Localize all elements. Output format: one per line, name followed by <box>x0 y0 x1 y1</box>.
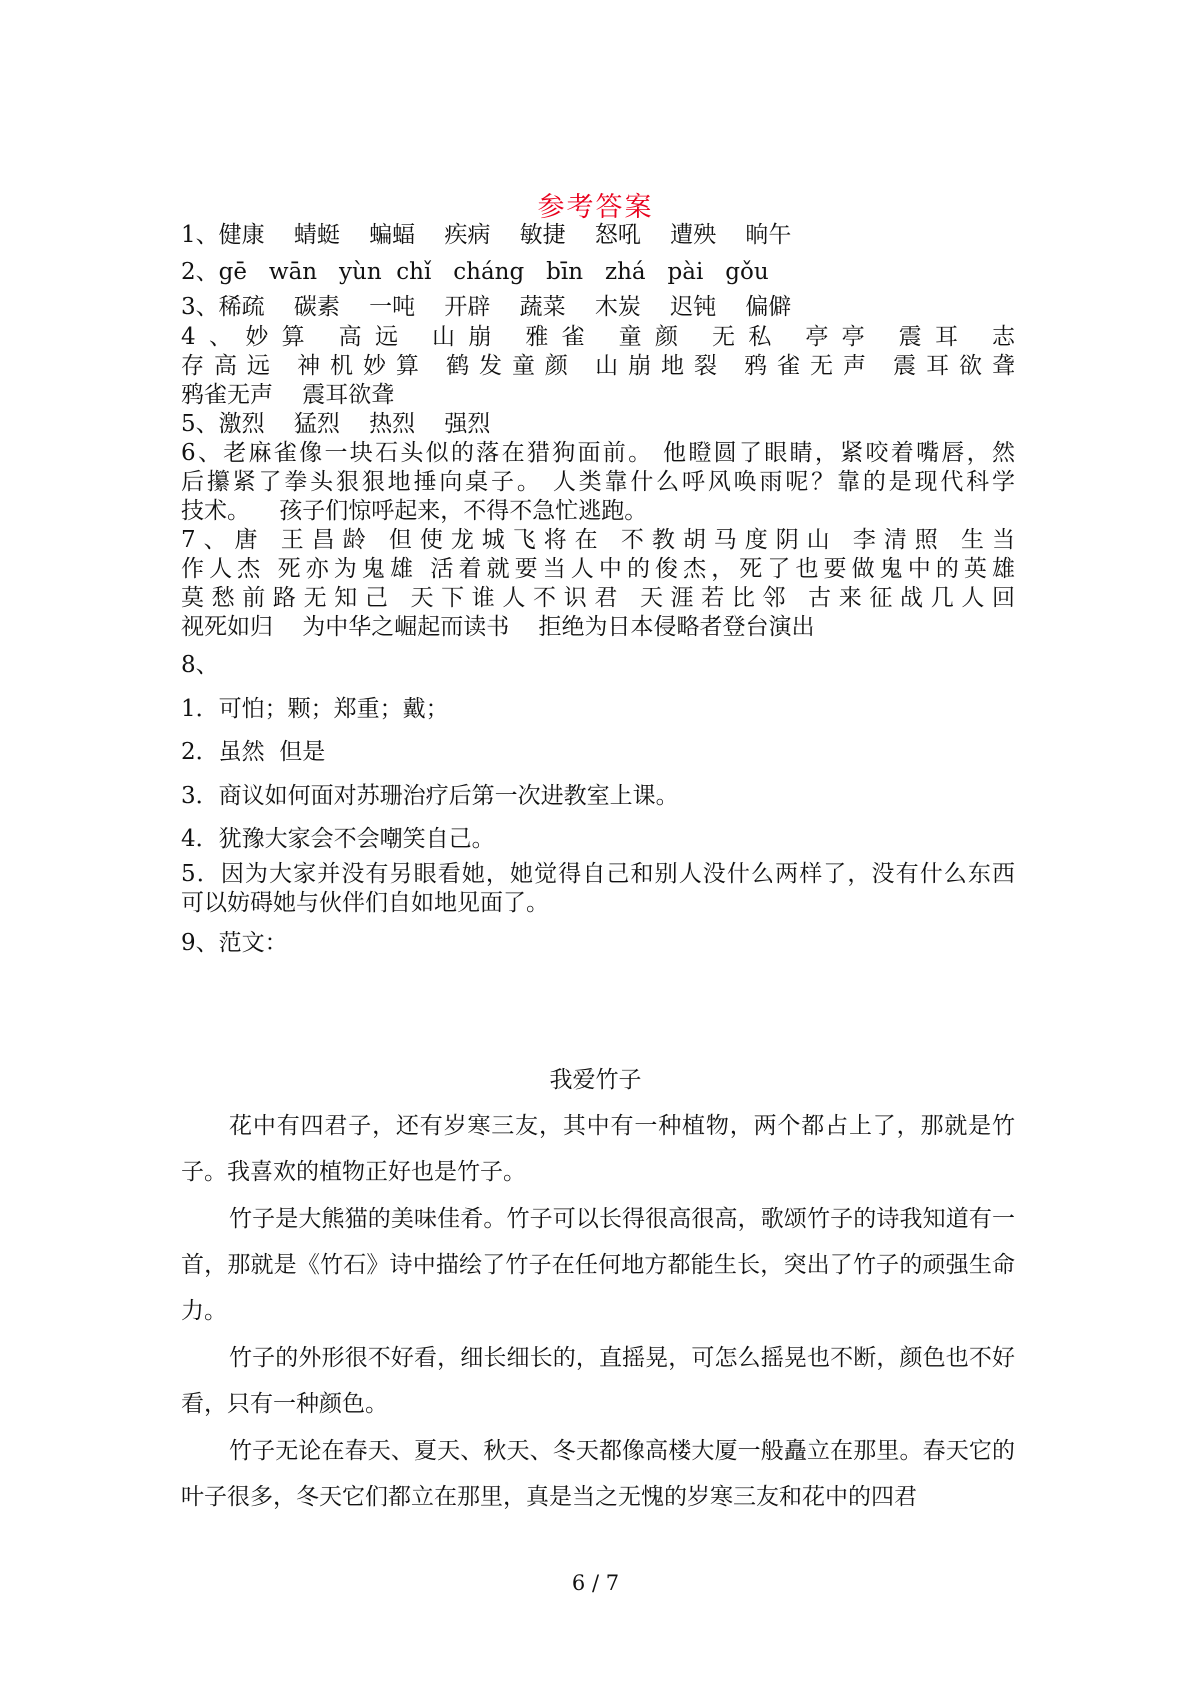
essay-paragraph-3-text: 竹子的外形很不好看，细长细长的，直摇晃，可怎么摇晃也不断，颜色也不好看，只有一种颜色。 <box>181 1345 1015 1417</box>
page-title: 参考答案 <box>537 192 654 223</box>
page-number: 6 / 7 <box>571 1571 620 1595</box>
answer-8-5-line-1: 5．因为大家并没有另眼看她，她觉得自己和别人没什么两样了，没有什么东西 <box>181 861 1015 887</box>
answer-4-line-3: 鸦雀无声 震耳欲聋 <box>181 382 395 408</box>
essay-title: 我爱竹子 <box>549 1067 642 1093</box>
answer-1: 1、健康 蜻蜓 蝙蝠 疾病 敏捷 怒吼 遭殃 晌午 <box>181 222 792 248</box>
essay-paragraph-3 <box>181 1335 1015 1427</box>
answer-6-line-2: 后攥紧了拳头狠狠地捶向桌子。 人类靠什么呼风唤雨呢？靠的是现代科学 <box>181 469 1015 495</box>
essay-paragraph-2 <box>181 1196 1015 1334</box>
answer-3: 3、稀疏 碳素 一吨 开辟 蔬菜 木炭 迟钝 偏僻 <box>181 294 792 320</box>
answer-8: 8、 <box>181 652 219 678</box>
answer-6-line-1: 6、老麻雀像一块石头似的落在猎狗面前。 他瞪圆了眼睛，紧咬着嘴唇，然 <box>181 440 1015 466</box>
answer-8-4: 4．犹豫大家会不会嘲笑自己。 <box>181 826 495 852</box>
essay-paragraph-4-text: 竹子无论在春天、夏天、秋天、冬天都像高楼大厦一般矗立在那里。春天它的叶子很多，冬天它们都立在那里，真是当之无愧的岁寒三友和花中的四君 <box>181 1438 1015 1510</box>
essay-paragraph-2-text: 竹子是大熊猫的美味佳肴。竹子可以长得很高很高，歌颂竹子的诗我知道有一首，那就是《竹石》诗中描绘了竹子在任何地方都能生长，突出了竹子的顽强生命力。 <box>181 1206 1015 1324</box>
answer-4-line-2: 存高远 神机妙算 鹤发童颜 山崩地裂 鸦雀无声 震耳欲聋 <box>181 353 1015 379</box>
answer-8-5-line-2: 可以妨碍她与伙伴们自如地见面了。 <box>181 890 549 916</box>
answer-2: 2、gē wān yùn chǐ cháng bīn zhá pài gǒu <box>181 259 769 285</box>
answer-7-line-1: 7、唐 王昌龄 但使龙城飞将在 不教胡马度阴山 李清照 生当 <box>181 527 1015 553</box>
answer-6-line-3: 技术。 孩子们惊呼起来，不得不急忙逃跑。 <box>181 498 648 524</box>
essay-paragraph-1 <box>181 1103 1015 1195</box>
essay-paragraph-1-text: 花中有四君子，还有岁寒三友，其中有一种植物，两个都占上了，那就是竹子。我喜欢的植物正好也是竹子。 <box>181 1113 1015 1185</box>
answer-8-3: 3．商议如何面对苏珊治疗后第一次进教室上课。 <box>181 783 679 809</box>
answer-8-2: 2．虽然 但是 <box>181 739 326 765</box>
answer-8-1: 1．可怕；颗；郑重；戴； <box>181 696 449 722</box>
answer-9: 9、范文： <box>181 930 288 956</box>
answer-7-line-2: 作人杰 死亦为鬼雄 活着就要当人中的俊杰，死了也要做鬼中的英雄 <box>181 556 1015 582</box>
essay-paragraph-4 <box>181 1428 1015 1520</box>
answer-7-line-3: 莫愁前路无知己 天下谁人不识君 天涯若比邻 古来征战几人回 <box>181 585 1015 611</box>
answer-7-line-4: 视死如归 为中华之崛起而读书 拒绝为日本侵略者登台演出 <box>181 614 815 640</box>
answer-4-line-1: 4、妙算 高远 山崩 雅雀 童颜 无私 亭亭 震耳 志 <box>181 324 1015 350</box>
answer-5: 5、激烈 猛烈 热烈 强烈 <box>181 411 491 437</box>
